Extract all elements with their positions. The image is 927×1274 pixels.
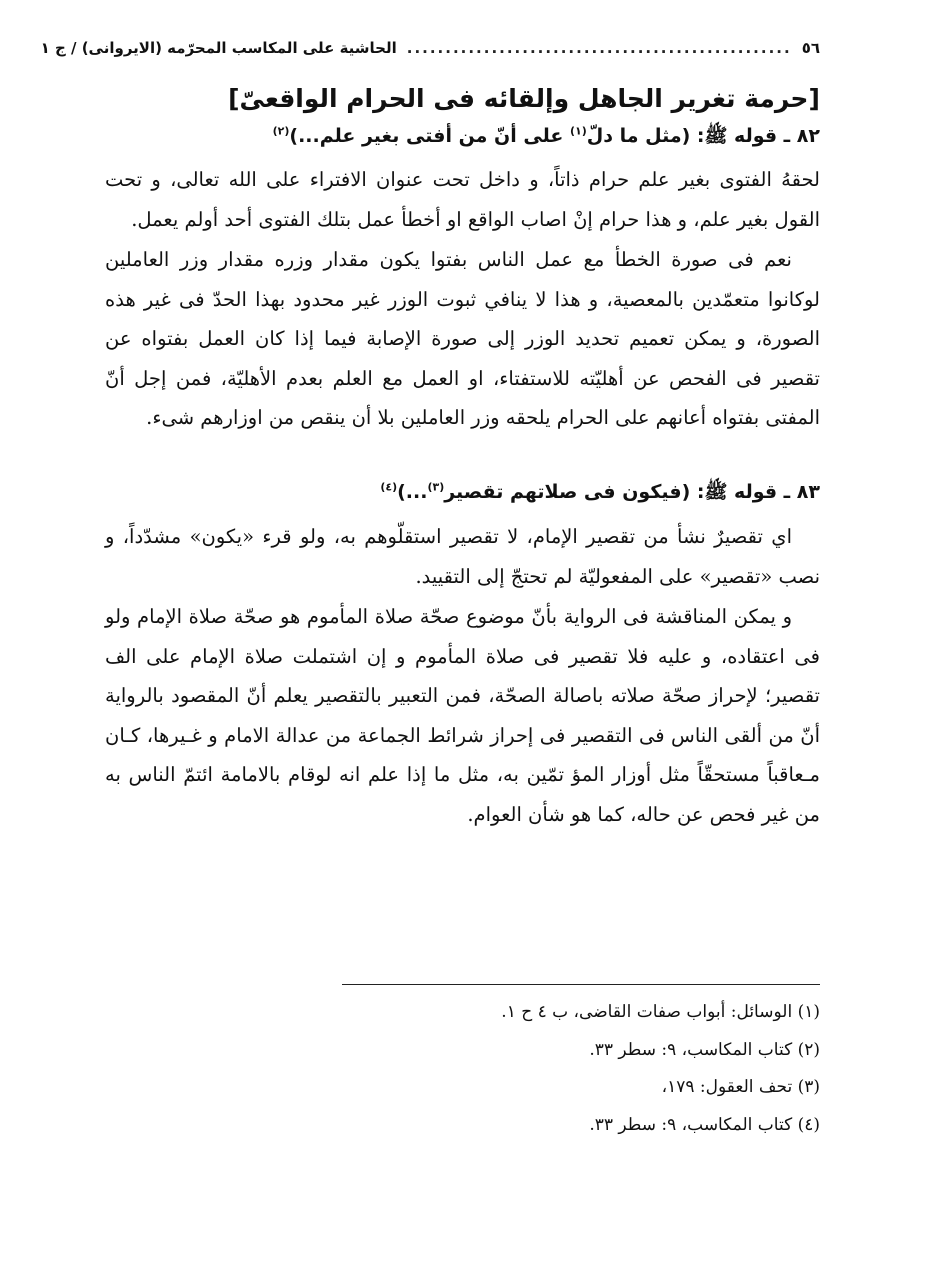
- item-82-heading: [107, 124, 820, 152]
- item-83-paragraph-2: و يمكن المناقشة فى الرواية بأنّ موضوع صحّة صلاة المأموم هو صحّة صلاة الإمام ولو فى اعتقاده، و عليه فلا تقصير فى صلاة المأموم و إن اشتملت صلاة الإمام على الف تقصير؛ لإحراز صحّة صلاته باصالة الصحّة، فمن التعبير بالتقصير يعلم أنّ المقصود بالرواية أنّ من ألقى الناس فى التقصير فى إحراز شرائط الجماعة من عدالة الامام و غـيرها، كـان مـعاقباً مستحقّاً مثل أوزار المؤ تمّين به، مثل ما إذا علم انه لوقام بالامامة ائتمّ الناس به من غير فحص عن حاله، كما هو شأن العوام.: [105, 605, 820, 826]
- item-82-paragraph-2: نعم فى صورة الخطأ مع عمل الناس بفتوا يكون مقدار وزره مقدار وزر العاملين لوكانوا متعمّدين بالمعصية، و هذا لا ينافي ثبوت الوزر غير محدود بهذا الحدّ فى غير هذه الصورة، و يمكن تعميم تحديد الوزر إلى صورة الإصابة فيما إذا كان العمل بفتواه عن تقصير فى الفحص عن أهليّته للاستفتاء، او العمل مع العلم بعدم الأهليّة، فمن إجل أنّ المفتى بفتواه أعانهم على الحرام يلحقه وزر العاملين بلا أن ينقص من اوزارهم شىء.: [105, 248, 820, 429]
- item-83-heading: [107, 480, 820, 508]
- page-number: ٥٦: [801, 39, 820, 57]
- footnote-ref-3[interactable]: (٣): [427, 480, 445, 494]
- item-82-heading-rest: على أنّ من أفتى بغير علم...): [289, 125, 570, 147]
- section-title: [حرمة تغرير الجاهل وإلقائه فى الحرام الواقعىّ]: [228, 84, 820, 113]
- footnote-ref-1[interactable]: (١): [569, 124, 587, 138]
- header-title: الحاشية على المكاسب المحرّمه (الايروانى) / ج ١: [40, 39, 397, 57]
- footnote-1: (١) الوسائل: أبواب صفات القاضى، ب ٤ ح ١.: [501, 1002, 820, 1022]
- footnote-2: (٢) كتاب المكاسب، ٩: سطر ٣٣.: [589, 1039, 820, 1060]
- footnote-4: (٤) كتاب المكاسب، ٩: سطر ٣٣.: [589, 1114, 820, 1135]
- running-header: [40, 32, 820, 64]
- item-82-paragraph-1: لحقهُ الفتوى بغير علم حرام ذاتاً، و داخل تحت عنوان الافتراء على الله تعالى، و تحت القول بغير علم، و هذا حرام إنْ اصاب الواقع او أخطأ عمل بتلك الفتوى أحد أولم يعمل.: [105, 168, 820, 231]
- item-83-heading-text: ٨٣ ـ قوله ﷺ: (فيكون فى صلاتهم تقصير: [444, 481, 820, 503]
- item-83-heading-rest: ...): [397, 481, 428, 503]
- footnote-ref-4[interactable]: (٤): [380, 480, 398, 494]
- footnote-3: (٣) تحف العقول: ١٧٩،: [661, 1077, 820, 1097]
- header-dot-leader: ..................................................: [406, 39, 792, 57]
- item-83-paragraph-1: اي تقصيرٌ نشأ من تقصير الإمام، لا تقصير استقلّوهم به، ولو قرء «يكون» مشدّداً، و نصب «تقصير» على المفعوليّة لم تحتجّ إلى التقييد.: [105, 525, 820, 588]
- footnote-divider: [342, 984, 820, 985]
- item-82-heading-text: ٨٢ ـ قوله ﷺ: (مثل ما دلّ: [586, 125, 820, 147]
- footnotes-list: [320, 994, 820, 1144]
- footnote-ref-2[interactable]: (٢): [272, 124, 290, 138]
